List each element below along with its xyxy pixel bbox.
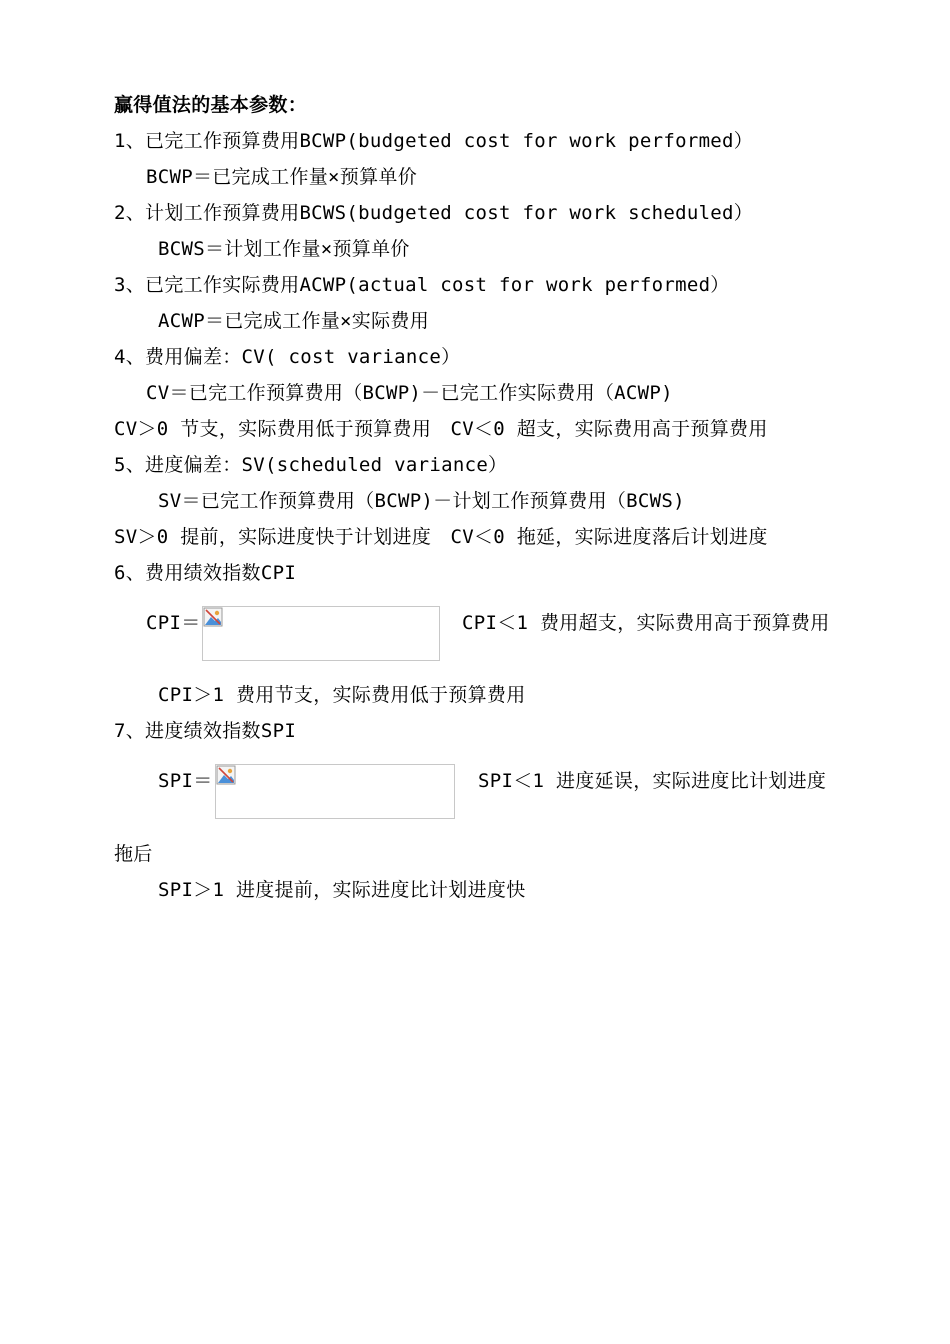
document-title: 赢得值法的基本参数：	[114, 94, 308, 116]
cpi-formula-image	[202, 606, 440, 661]
cpi-less-than-note: CPI＜1 费用超支，实际费用高于预算费用	[462, 612, 830, 634]
item-3-heading: 3、已完工作实际费用ACWP(actual cost for work performed）	[114, 274, 730, 296]
item-2-heading: 2、计划工作预算费用BCWS(budgeted cost for work scheduled）	[114, 202, 754, 224]
cpi-formula-label: CPI＝	[146, 612, 201, 634]
spi-formula-label: SPI＝	[158, 770, 213, 792]
item-5-formula: SV＝已完工作预算费用（BCWP)－计划工作预算费用（BCWS)	[158, 490, 685, 512]
broken-image-icon	[216, 765, 236, 785]
item-3-formula: ACWP＝已完成工作量×实际费用	[158, 310, 429, 332]
item-7-heading: 7、进度绩效指数SPI	[114, 720, 297, 742]
cpi-greater-than-note: CPI＞1 费用节支，实际费用低于预算费用	[158, 684, 526, 706]
item-1-formula: BCWP＝已完成工作量×预算单价	[146, 166, 417, 188]
spi-formula-image	[215, 764, 455, 819]
item-2-formula: BCWS＝计划工作量×预算单价	[158, 238, 410, 260]
spi-greater-than-note: SPI＞1 进度提前，实际进度比计划进度快	[158, 879, 526, 901]
item-5-heading: 5、进度偏差：SV(scheduled variance）	[114, 454, 508, 476]
item-5-note: SV＞0 提前，实际进度快于计划进度 CV＜0 拖延，实际进度落后计划进度	[114, 526, 768, 548]
item-4-heading: 4、费用偏差：CV( cost variance）	[114, 346, 461, 368]
item-1-heading: 1、已完工作预算费用BCWP(budgeted cost for work performed）	[114, 130, 754, 152]
item-4-formula: CV＝已完工作预算费用（BCWP)－已完工作实际费用（ACWP)	[146, 382, 673, 404]
item-6-heading: 6、费用绩效指数CPI	[114, 562, 297, 584]
spi-less-than-note-continued: 拖后	[114, 843, 153, 865]
item-4-note: CV＞0 节支，实际费用低于预算费用 CV＜0 超支，实际费用高于预算费用	[114, 418, 768, 440]
spi-less-than-note: SPI＜1 进度延误，实际进度比计划进度	[478, 770, 827, 792]
broken-image-icon	[203, 607, 223, 627]
